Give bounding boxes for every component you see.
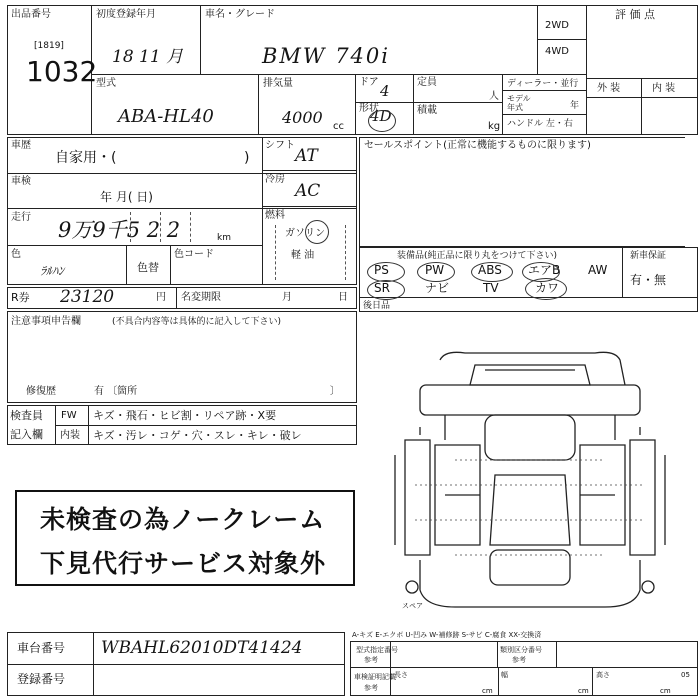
eq-sr: SR <box>374 281 390 295</box>
interior-label: 内 装 <box>652 83 676 94</box>
cert-label: 型式指定番号 <box>356 646 398 654</box>
handle-label: ハンドル 左・右 <box>507 119 573 129</box>
code-05: 05 <box>681 671 690 679</box>
capacity-unit: 人 <box>489 91 499 102</box>
history-value: 自家用・( <box>55 150 117 166</box>
model-year-label: モデル年式 <box>507 94 531 112</box>
fw-items: キズ・飛石・ヒビ割・リペア跡・X要 <box>93 409 277 422</box>
name-change-day: 日 <box>338 292 348 303</box>
color-label: 色 <box>11 249 21 260</box>
interior-row-label: 内装 <box>60 430 80 441</box>
eq-abs: ABS <box>478 263 502 277</box>
history-label: 車歴 <box>11 140 31 151</box>
recycle-value: 23120 <box>60 287 115 307</box>
eq-ps: PS <box>374 263 389 277</box>
shift-label: シフト <box>265 140 295 151</box>
chassis-value: WBAHL62010DT41424 <box>101 638 303 658</box>
inspector-label: 検査員 <box>10 409 43 422</box>
sales-point-area <box>359 137 685 247</box>
reg-cert-sub: 参考 <box>364 684 378 692</box>
mileage-label: 走行 <box>11 212 31 223</box>
rear-seat-label: 後日品 <box>363 301 391 311</box>
cm-2: cm <box>578 687 589 695</box>
displacement-unit: cc <box>333 121 344 132</box>
reg-cert-label: 車検証明記載 <box>354 673 396 681</box>
recycle-unit: 円 <box>156 292 166 303</box>
cm-3: cm <box>660 687 671 695</box>
spare-label: スペア <box>402 602 423 610</box>
equipment-label: 装備品(純正品に限り丸をつけて下さい) <box>397 251 558 261</box>
interior-items: キズ・汚レ・コゲ・穴・スレ・キレ・破レ <box>93 429 302 442</box>
inspection-value: 年 月( 日) <box>100 190 153 204</box>
recycle-label: R券 <box>11 291 30 304</box>
capacity-label: 定員 <box>417 77 437 88</box>
sales-point-label: セールスポイント(正常に機能するものに限ります) <box>364 140 591 151</box>
header-grid <box>7 5 698 135</box>
class-sub: 参考 <box>512 656 526 664</box>
height-label: 高さ <box>596 671 610 679</box>
drive-2wd: 2WD <box>545 20 569 31</box>
displacement-value: 4000 <box>282 108 323 127</box>
fuel-circle <box>305 220 329 244</box>
lot-sub: [1819] <box>34 41 64 51</box>
ac-value: AC <box>295 181 321 201</box>
width-label: 幅 <box>501 671 508 679</box>
mileage-unit: km <box>217 233 231 243</box>
shape-value: 4D <box>370 107 392 125</box>
load-label: 積載 <box>417 105 437 116</box>
displacement-label: 排気量 <box>263 78 293 89</box>
car-name-label: 車名・グレード <box>205 9 275 20</box>
load-unit: kg <box>488 121 501 132</box>
score-label: 評 価 点 <box>615 8 655 21</box>
eq-pw: PW <box>425 263 445 277</box>
car-name-value: BMW 740i <box>262 44 390 68</box>
lot-number: 1032 <box>26 55 98 88</box>
lot-label: 出品番号 <box>11 9 51 20</box>
eq-aw: AW <box>588 263 608 277</box>
legend: A-キズ E-エクボ U-凹み W-補修跡 S-サビ C-腐食 XX-交換済 <box>352 631 542 639</box>
shape-circle <box>368 110 396 132</box>
chassis-label: 車台番号 <box>17 641 66 655</box>
color-code-label: 色コード <box>174 249 214 260</box>
notes-hint: (不具合内容等は具体的に記入して下さい) <box>112 317 282 327</box>
model-value: ABA-HL40 <box>118 106 214 127</box>
repair-label: 修復歴 <box>26 386 56 397</box>
cert-sub: 参考 <box>364 656 378 664</box>
class-label: 類別区分番号 <box>500 646 542 654</box>
color-change-label: 色替 <box>137 261 159 274</box>
year-unit: 年 <box>570 101 580 111</box>
first-reg-value: 18 11 月 <box>112 47 184 67</box>
new-warranty-label: 新車保証 <box>630 251 667 261</box>
banner-line1: 未検査の為ノークレーム <box>40 505 326 534</box>
shape-label: 形状 <box>359 103 379 114</box>
history-close: ) <box>244 150 250 166</box>
banner-line2: 下見代行サービス対象外 <box>40 549 327 578</box>
fuel-diesel: 軽 油 <box>291 250 315 261</box>
notes-label: 注意事項申告欄 <box>11 316 81 327</box>
repair-close: 〕 <box>330 386 340 397</box>
exterior-label: 外 装 <box>597 83 621 94</box>
car-damage-diagram <box>385 345 675 615</box>
length-label: 長さ <box>394 671 408 679</box>
eq-navi: ナビ <box>425 281 450 295</box>
model-label: 型式 <box>96 78 116 89</box>
name-change-label: 名変期限 <box>181 292 221 303</box>
fuel-label: 燃料 <box>265 210 285 221</box>
dealer-label: ディーラー・並行 <box>507 79 579 89</box>
reg-label: 登録番号 <box>17 672 66 686</box>
eq-leather: カワ <box>535 281 560 295</box>
mileage-value: 9万9千5 2 2 <box>58 218 181 242</box>
cm-1: cm <box>482 687 493 695</box>
fw-label: FW <box>61 410 77 421</box>
eq-tv: TV <box>483 281 499 295</box>
inspection-label: 車検 <box>11 176 31 187</box>
name-change-month: 月 <box>282 292 292 303</box>
ac-label: 冷房 <box>265 174 285 185</box>
repair-value: 有 〔箇所 <box>94 386 138 397</box>
doors-label: ドア <box>359 77 379 88</box>
first-reg-label: 初度登録年月 <box>96 9 156 20</box>
warranty-value: 有・無 <box>630 273 667 287</box>
fuel-gasoline: ガソリン <box>285 228 325 239</box>
record-label: 記入欄 <box>10 428 43 441</box>
color-value: ﾗﾙﾊﾝ <box>40 264 65 278</box>
eq-airbag: エアB <box>528 263 561 277</box>
doors-value: 4 <box>380 82 390 100</box>
shift-value: AT <box>295 146 318 166</box>
drive-4wd: 4WD <box>545 46 569 57</box>
